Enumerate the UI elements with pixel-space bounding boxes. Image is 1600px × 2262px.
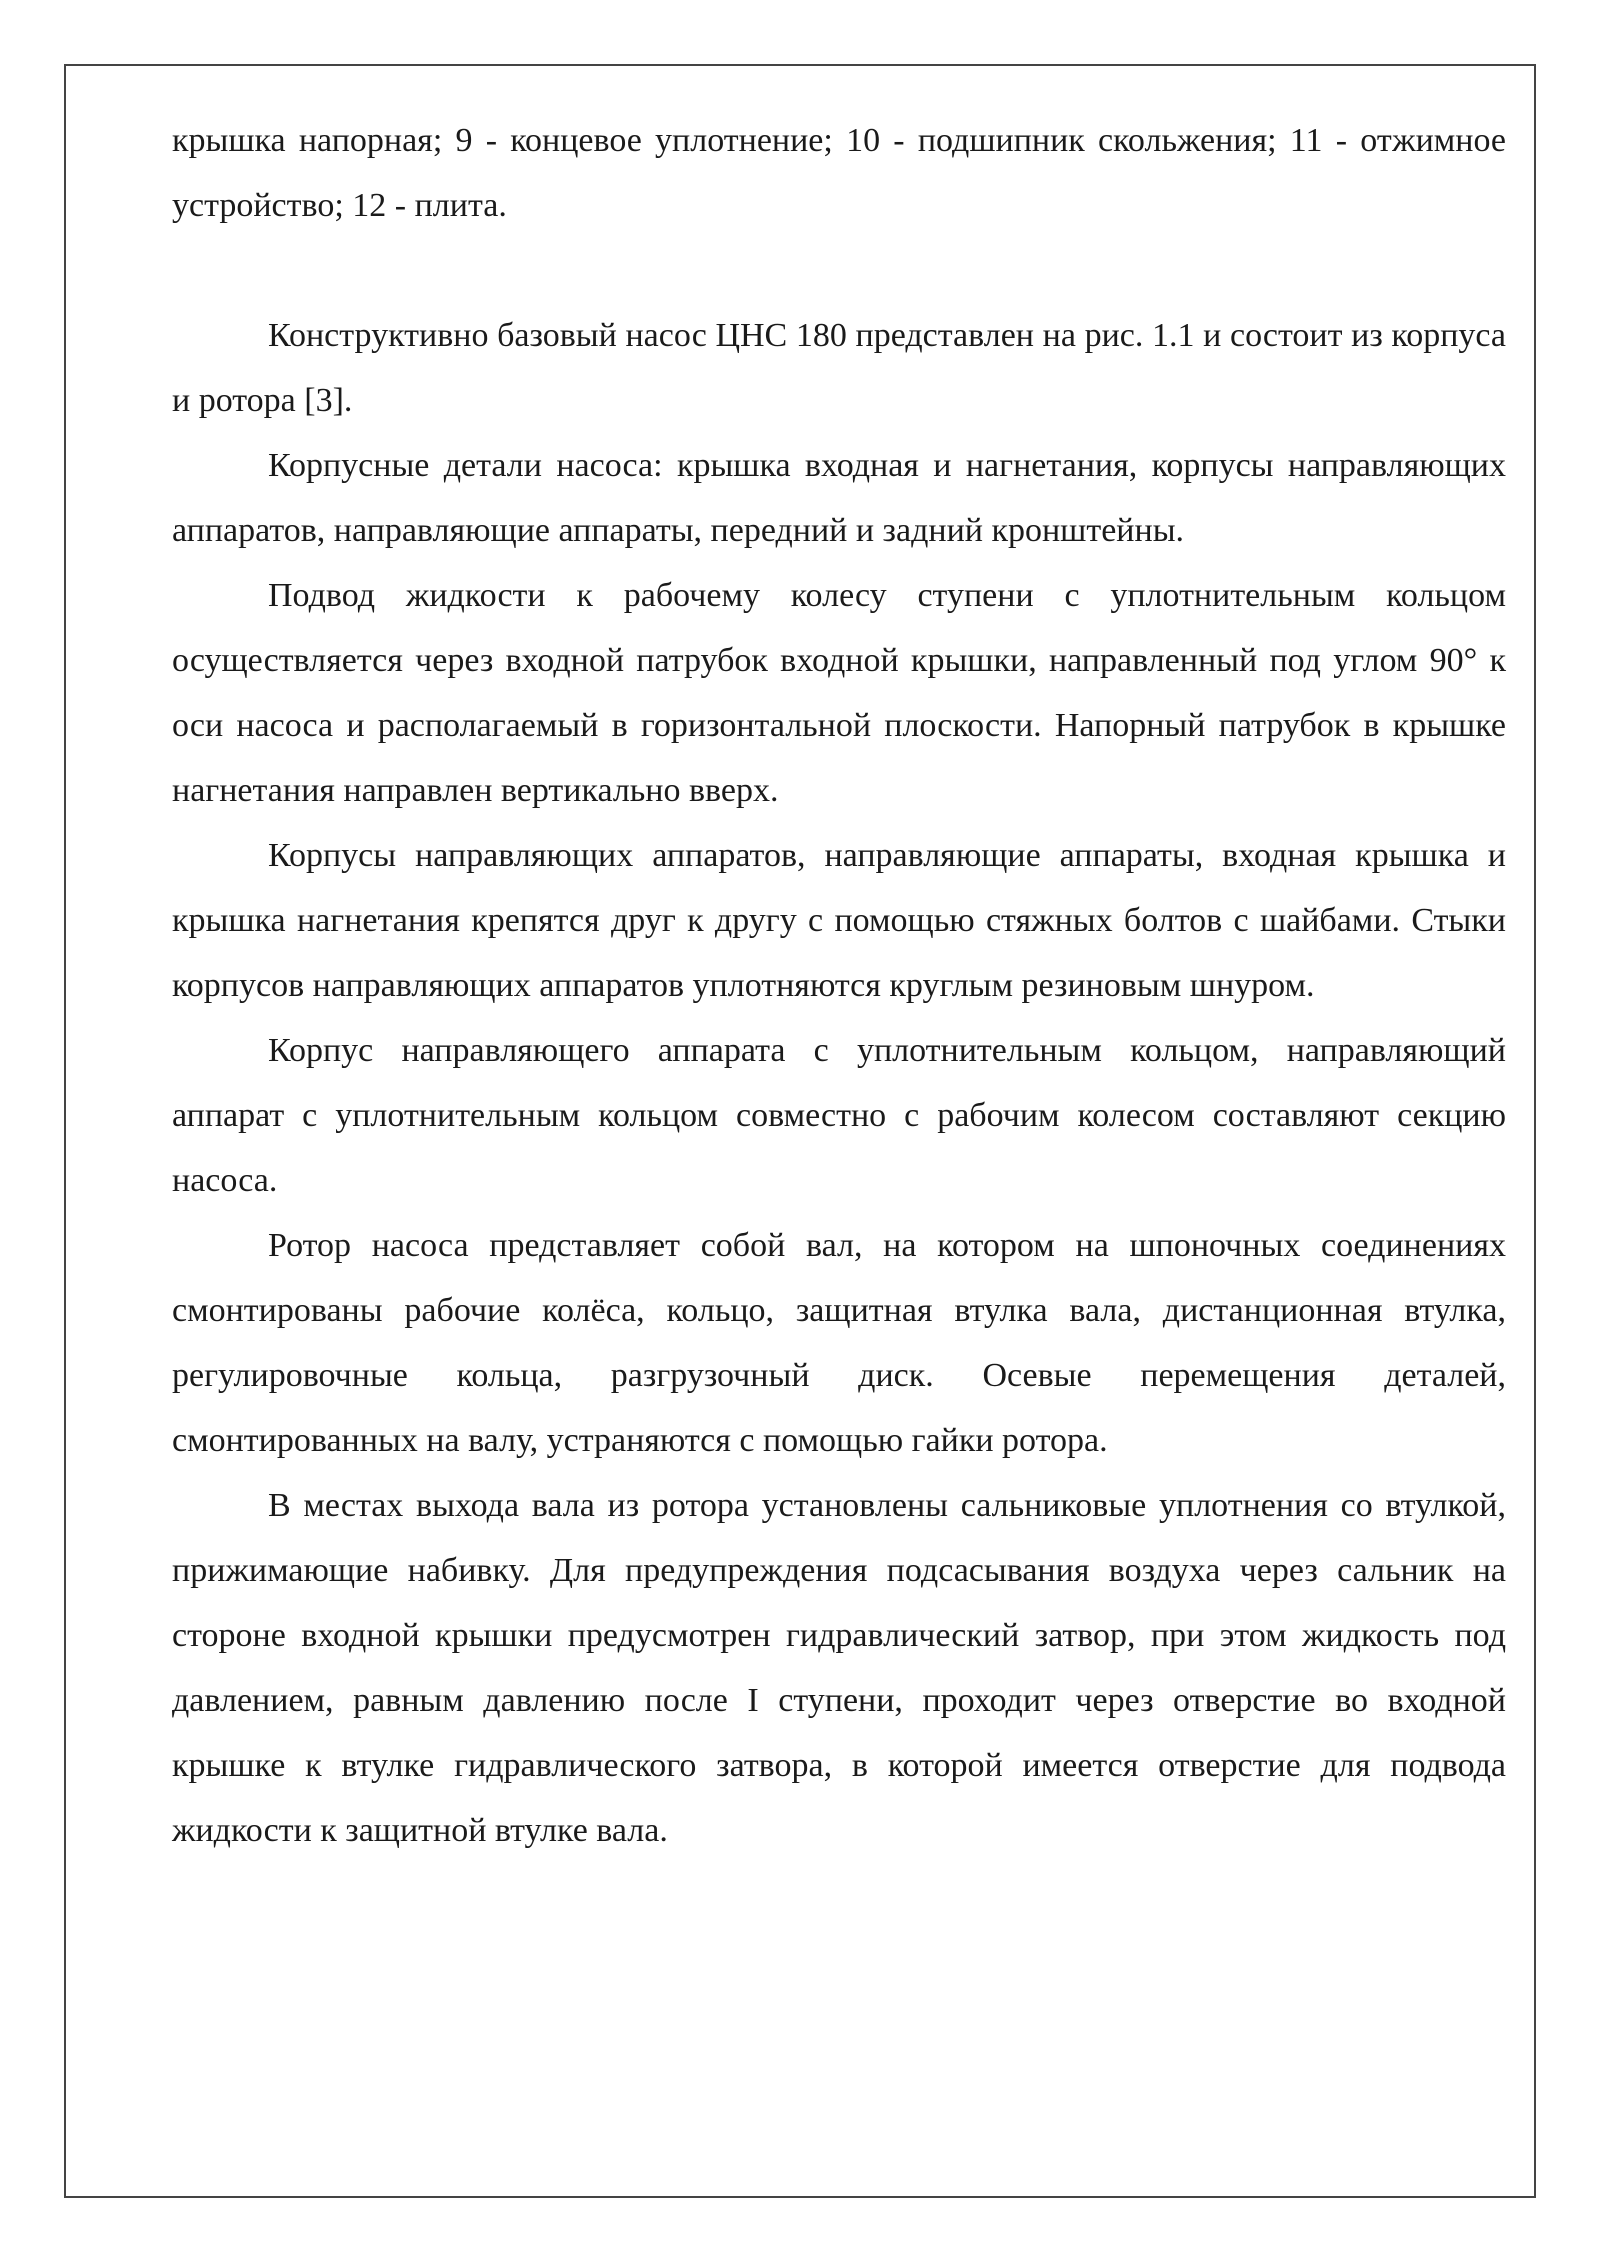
document-body <box>172 108 1506 1863</box>
paragraph-fluid-inlet: Подвод жидкости к рабочему колесу ступени с уплотнительным кольцом осуществляется через входной патрубок входной крышки, направленный под углом 90° к оси насоса и располагаемый в горизонтальной плоскости. Напорный патрубок в крышке нагнетания направлен вертикально вверх. <box>172 577 1506 809</box>
paragraph-rotor: Ротор насоса представляет собой вал, на котором на шпоночных соединениях смонтированы рабочие колёса, кольцо, защитная втулка вала, дистанционная втулка, регулировочные кольца, разгрузочный диск. Осевые перемещения деталей, смонтированных на валу, устраняются с помощью гайки ротора. <box>172 1227 1506 1459</box>
paragraph-seals: В местах выхода вала из ротора установлены сальниковые уплотнения со втулкой, прижимающие набивку. Для предупреждения подсасывания воздуха через сальник на стороне входной крышки предусмотрен гидравлический затвор, при этом жидкость под давлением, равным давлению после I ступени, проходит через отверстие во входной крышке к втулке гидравлического затвора, в которой имеется отверстие для подвода жидкости к защитной втулке вала. <box>172 1487 1506 1849</box>
paragraph-fastening: Корпусы направляющих аппаратов, направляющие аппараты, входная крышка и крышка нагнетания крепятся друг к другу с помощью стяжных болтов с шайбами. Стыки корпусов направляющих аппаратов уплотняются круглым резиновым шнуром. <box>172 837 1506 1004</box>
figure-caption-continuation: крышка напорная; 9 - концевое уплотнение; 10 - подшипник скольжения; 11 - отжимное устройство; 12 - плита. <box>172 122 1506 224</box>
paragraph-housing-parts: Корпусные детали насоса: крышка входная и нагнетания, корпусы направляющих аппаратов, направляющие аппараты, передний и задний кронштейны. <box>172 447 1506 549</box>
paragraph-pump-construction: Конструктивно базовый насос ЦНС 180 представлен на рис. 1.1 и состоит из корпуса и ротора [3]. <box>172 317 1506 419</box>
paragraph-pump-section: Корпус направляющего аппарата с уплотнительным кольцом, направляющий аппарат с уплотнительным кольцом совместно с рабочим колесом составляют секцию насоса. <box>172 1032 1506 1199</box>
